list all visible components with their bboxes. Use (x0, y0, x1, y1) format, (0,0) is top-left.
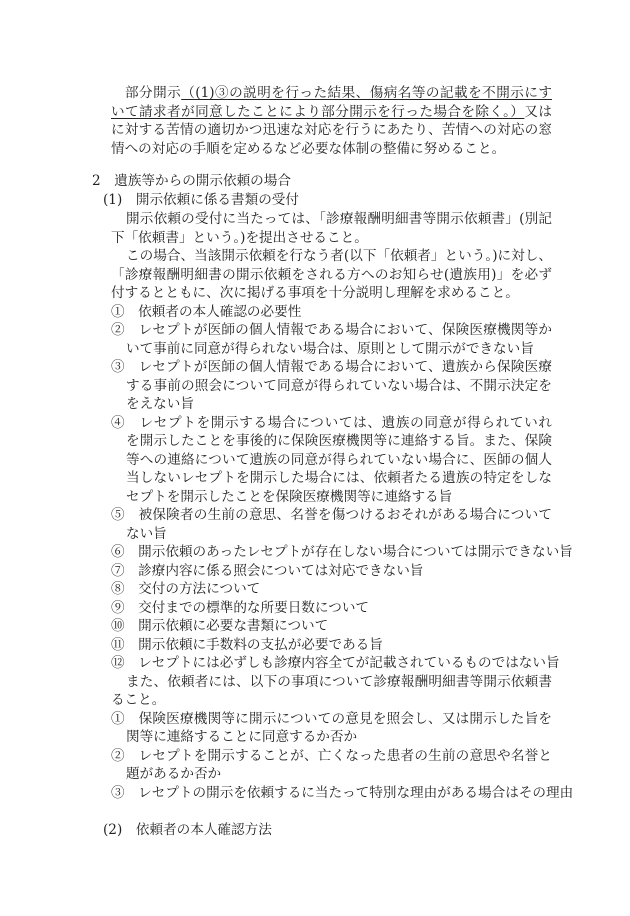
list-item: ⑩ 開示依頼に必要な書類について (111, 618, 329, 634)
list-item-cont: をえない旨 (126, 396, 194, 412)
para1-line (125, 84, 552, 102)
list-item: ③ レセプトが医師の個人情報である場合において、遺族から保険医療 (111, 359, 552, 375)
list-item-cont: を開示したことを事後的に保険医療機関等に連絡する旨。また、保険 (126, 433, 552, 449)
body-line: また、依頼者には、以下の事項について診療報酬明細書等開示依頼書 (126, 673, 552, 690)
body-line: 付するとともに、次に掲げる事項を十分説明し理解を求めること。 (111, 285, 519, 301)
list-item: ④ レセプトを開示する場合については、遺族の同意が得られていれ (111, 414, 552, 431)
list-item: ① 保険医療機関等に開示についての意見を照会し、又は開示した旨を (111, 710, 552, 727)
list-item: ⑤ 被保険者の生前の意思、名誉を傷つけるおそれがある場合について (111, 507, 552, 523)
list-item: ⑥ 開示依頼のあったレセプトが存在しない場合については開示できない旨 (111, 544, 573, 560)
list-item: ② レセプトが医師の個人情報である場合において、保険医療機関等か (111, 322, 552, 338)
list-item: ⑧ 交付の方法について (111, 581, 261, 597)
list-item: ③ レセプトの開示を依頼するに当たって特別な理由がある場合はその理由 (111, 784, 574, 801)
subsection-heading: (1) 開示依頼に係る書類の受付 (103, 192, 299, 208)
body-line: 開示依頼の受付に当たっては、「診療報酬明細書等開示依頼書」(別記 (126, 211, 552, 227)
body-line: 下「依頼書」という。)を提出させること。 (111, 229, 368, 246)
underlined-text: （(1)③の説明を行った結果、傷病名等の記載を不開示にす (181, 85, 552, 101)
text: 又は (524, 104, 552, 120)
subsection-heading: (2) 依頼者の本人確認方法 (103, 821, 272, 838)
list-item: ⑦ 診療内容に係る照会については対応できない旨 (111, 562, 424, 579)
body-line: ること。 (111, 692, 166, 708)
list-item: ⑫ レセプトには必ずしも診療内容全てが記載されているものではない旨 (111, 655, 560, 671)
list-item: ⑪ 開示依頼に手数料の支払が必要である旨 (111, 636, 383, 653)
list-item-cont: 等への連絡について遺族の同意が得られていない場合に、医師の個人 (126, 451, 552, 468)
list-item: ⑨ 交付までの標準的な所要日数について (111, 599, 370, 616)
para1-line: に対する苦情の適切かつ迅速な対応を行うにあたり、苦情への対応の窓 (111, 122, 552, 138)
para1-line (111, 103, 552, 121)
para1-line: 情への対応の手順を定めるなど必要な体制の整備に努めること。 (111, 141, 506, 157)
list-item-cont: する事前の照会について同意が得られていない場合は、不開示決定を (126, 377, 552, 394)
list-item-cont: いて事前に同意が得られない場合は、原則として開示ができない旨 (126, 340, 534, 357)
underlined-text: いて請求者が同意したことにより部分開示を行った場合を除く。） (111, 104, 525, 120)
section-heading: 2 遺族等からの開示依頼の場合 (92, 173, 291, 189)
body-line: 「診療報酬明細書の開示依頼をされる方へのお知らせ(遺族用)」を必ず (111, 266, 552, 283)
body-line: この場合、当該開示依頼を行なう者(以下「依頼者」という。)に対し、 (126, 248, 552, 264)
list-item: ② レセプトを開示することが、亡くなった患者の生前の意思や名誉と (111, 747, 552, 764)
list-item-cont: ない旨 (126, 525, 167, 542)
list-item-cont: 題があるか否か (126, 766, 222, 782)
list-item-cont: セプトを開示したことを保険医療機関等に連絡する旨 (126, 488, 453, 505)
text: 部分開示 (125, 85, 182, 101)
list-item: ① 依頼者の本人確認の必要性 (111, 303, 302, 320)
list-item-cont: 当しないレセプトを開示した場合には、依頼者たる遺族の特定をしな (126, 470, 552, 486)
list-item-cont: 関等に連絡することに同意するか否か (126, 729, 358, 745)
